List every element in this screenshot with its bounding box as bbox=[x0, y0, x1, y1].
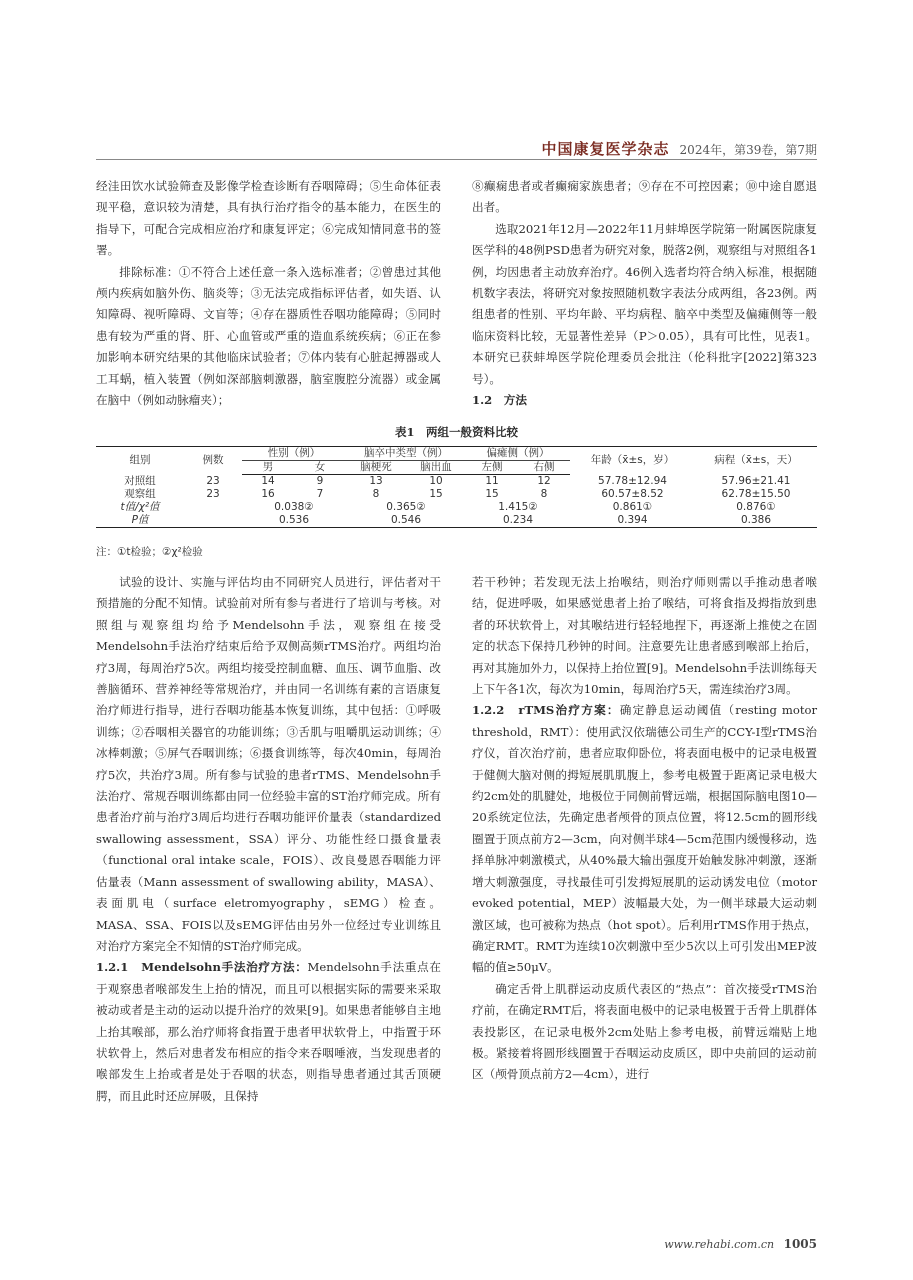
cell: 57.96±21.41 bbox=[721, 474, 791, 487]
cell: 16 bbox=[261, 488, 275, 500]
cell: 0.394 bbox=[570, 514, 695, 528]
cell bbox=[184, 514, 242, 528]
subsection-heading: 1.2.2 rTMS治疗方案： bbox=[472, 703, 620, 718]
paragraph-text: Mendelsohn手法重点在于观察患者喉部发生上抬的情况，而且可以根据实际的需要来采取被动或者是主动的运动以提升治疗的效果[9]。如果患者能够自主地上抬其喉部，那么治疗师将食指置于患者甲状软骨上，中指置于环状软骨上，然后对患者发布相应的指令来吞咽唾液，当发现患者的喉部发生上抬或者是处于吞咽的状态，则指导患者通过其舌顶硬腭，而且此时还应屏吸，且保持 bbox=[96, 960, 442, 1103]
cell: 15 bbox=[429, 488, 443, 500]
table-general-data bbox=[96, 446, 817, 528]
cell: 0.861① bbox=[612, 501, 653, 513]
header-rule bbox=[96, 159, 817, 160]
section-heading: 1.2 方法 bbox=[472, 393, 527, 408]
cell: 8 bbox=[540, 488, 548, 500]
paragraph: 确定舌骨上肌群运动皮质代表区的“热点”：首次接受rTMS治疗前，在确定RMT后，将表面电极中的记录电极置于舌骨上肌群体表投影区，在记录电极外2cm处贴上参考电极，前臂远端贴上地极。紧接着将圆形线圈置于吞咽运动皮质区，即中央前回的运动前区（颅骨顶点前方2—4cm），进行 bbox=[472, 981, 817, 1082]
table-caption: 表1 两组一般资料比较 bbox=[394, 425, 518, 439]
th-left: 左侧 bbox=[466, 461, 518, 475]
paragraph-text: 确定静息运动阈值（resting motor threshold，RMT）：使用武汉依瑞德公司生产的CCY-Ⅰ型rTMS治疗仪，首次治疗前，患者应取仰卧位，将表面电极中的记录电极置于健侧大脑对侧的拇短展肌肌腹上，参考电极置于距离记录电极大约2cm处的肌腱处，地极位于同侧前臂远端，根据国际脑电图10—20系统定位法，先确定患者颅骨的顶点位置，将12.5cm的圆形线圈置于顶点前方2—3cm，向对侧半球4—5cm范围内缓慢移动，选择单脉冲刺激模式，从40%最大输出强度开始触发脉冲刺激，逐渐增大刺激强度，寻找最佳可引发拇短展肌的运动诱发电位（motor evoked potential，MEP）波幅最大处，为一侧半球最大运动刺激区域，也可被称为热点（hot spot）。后利用rTMS作用于热点，确定RMT。RMT为连续10次刺激中至少5次以上可引发出MEP波幅的值≥50μV。 bbox=[472, 703, 817, 975]
paragraph: 试验的设计、实施与评估均由不同研究人员进行，评估者对干预措施的分配不知情。试验前对所有参与者进行了培训与考核。对照组与观察组均给予Mendelsohn手法，观察组在接受Mendelsohn手法治疗结束后给予双侧高频rTMS治疗。两组均治疗3周，每周治疗5次。两组均接受控制血糖、血压、调节血脂、改善脑循环、营养神经等常规治疗，并由同一名训练有素的言语康复治疗师进行指导，进行吞咽功能基本恢复训练，其中包括：①呼吸训练；②吞咽相关器官的功能训练；③舌肌与咀嚼肌运动训练；④冰棒刺激；⑤屏气吞咽训练；⑥摄食训练等，每次40min，每周治疗5次，共治疗3周。所有参与试验的患者rTMS、Mendelsohn手法治疗、常规吞咽训练都由同一位经验丰富的ST治疗师完成。所有患者治疗前与治疗3周后均进行吞咽功能评价量表（standardized swallowing assessment，SSA）评分、功能性经口摄食量表（functional oral intake scale，FOIS）、改良曼恩吞咽能力评估量表（Mann assessment of swallowing ability，MASA）、表面肌电（surface eletromyography，sEMG）检查。MASA、SSA、FOIS以及sEMG评估由另外一位经过专业训练且对治疗方案完全不知情的ST治疗师完成。 bbox=[96, 575, 441, 953]
table-note: 注：①t检验；②χ²检验 bbox=[96, 546, 203, 558]
right-column-bottom bbox=[472, 572, 817, 1086]
cell: 10 bbox=[429, 475, 443, 487]
cell: 0.038② bbox=[274, 501, 314, 513]
running-header bbox=[542, 138, 817, 159]
table-row bbox=[96, 488, 817, 501]
table-row-stat bbox=[96, 501, 817, 514]
cell: 12 bbox=[537, 475, 551, 487]
cell: 11 bbox=[485, 475, 499, 487]
cell: 0.386 bbox=[695, 514, 817, 528]
th-n: 例数 bbox=[184, 447, 242, 475]
cell: 23 bbox=[206, 474, 220, 487]
cell: 60.57±8.52 bbox=[601, 488, 664, 500]
th-sex: 性别（例） bbox=[242, 447, 346, 461]
subsection-heading: 1.2.1 Mendelsohn手法治疗方法： bbox=[96, 960, 308, 975]
page-number: 1005 bbox=[783, 1237, 817, 1251]
th-course: 病程（x̄±s，天） bbox=[695, 447, 817, 475]
paragraph: 选取2021年12月—2022年11月蚌埠医学院第一附属医院康复医学科的48例PSD患者为研究对象，脱落2例，观察组与对照组各1例，均因患者主动放弃治疗。46例入选者均符合纳入标准，根据随机数字表法，将研究对象按照随机数字表法分成两组，各23例。两组患者的性别、平均年龄、平均病程、脑卒中类型及偏瘫侧等一般临床资料比较，无显著性差异（P＞0.05），具有可比性，见表1。本研究已获蚌埠医学院伦理委员会批注（伦科批字[2022]第323号）。 bbox=[472, 221, 817, 386]
paragraph: 若干秒钟；若发现无法上抬喉结，则治疗师则需以手推动患者喉结，促进呼吸，如果感觉患者上抬了喉结，可将食指及拇指放到患者的环状软骨上，对其喉结进行轻轻地捏下，再逐渐上推使之在固定的状态下保持几秒钟的时间。注意要先让患者感到喉部上抬后，再对其施加外力，以保持上抬位置[9]。Mendelsohn手法训练每天上下午各1次，每次为10min，每周治疗5天，需连续治疗3周。 bbox=[472, 575, 817, 697]
th-group: 组别 bbox=[96, 447, 184, 475]
th-female: 女 bbox=[294, 461, 346, 475]
th-infarct: 脑梗死 bbox=[346, 461, 406, 475]
paragraph: 排除标准：①不符合上述任意一条入选标准者；②曾患过其他颅内疾病如脑外伤、脑炎等；③无法完成指标评估者，如失语、认知障碍、视听障碍、文盲等；④存在器质性吞咽功能障碍；⑤同时患有较为严重的肾、肝、心血管或严重的造血系统疾病；⑥正在参加影响本研究结果的其他临床试验者；⑦体内装有心脏起搏器或人工耳蜗，植入装置（例如深部脑刺激器，脑室腹腔分流器）或金属在脑中（例如动脉瘤夹）； bbox=[96, 264, 441, 408]
cell: 7 bbox=[316, 488, 324, 500]
left-column-bottom bbox=[96, 572, 441, 1107]
cell: 对照组 bbox=[124, 474, 156, 487]
issue-info: 2024年，第39卷，第7期 bbox=[679, 143, 817, 157]
cell: 观察组 bbox=[124, 488, 156, 500]
cell: 0.536 bbox=[242, 514, 346, 528]
cell: t值/χ²值 bbox=[120, 501, 160, 513]
cell: 62.78±15.50 bbox=[721, 488, 791, 500]
cell: 15 bbox=[485, 488, 499, 500]
cell: 57.78±12.94 bbox=[598, 474, 667, 487]
cell: 1.415② bbox=[498, 501, 538, 513]
table-row-p bbox=[96, 514, 817, 528]
cell: 0.234 bbox=[466, 514, 570, 528]
website-link[interactable]: www.rehabi.com.cn bbox=[664, 1238, 775, 1251]
cell: 13 bbox=[369, 475, 383, 487]
subsection-paragraph bbox=[472, 700, 817, 978]
cell: 14 bbox=[261, 475, 275, 487]
th-hemorrhage: 脑出血 bbox=[406, 461, 466, 475]
th-side: 偏瘫侧（例） bbox=[466, 447, 570, 461]
cell: 0.546 bbox=[346, 514, 466, 528]
th-right: 右侧 bbox=[518, 461, 570, 475]
cell: 23 bbox=[206, 488, 220, 500]
cell bbox=[184, 501, 242, 514]
paragraph: ⑧癫痫患者或者癫痫家族患者；⑨存在不可控因素；⑩中途自愿退出者。 bbox=[472, 179, 817, 215]
table-row bbox=[96, 475, 817, 489]
th-age: 年龄（x̄±s，岁） bbox=[570, 447, 695, 475]
cell: 0.876① bbox=[736, 501, 776, 513]
page-footer bbox=[664, 1237, 817, 1251]
journal-logo: 中国康复医学杂志 bbox=[541, 140, 670, 158]
cell: 0.365② bbox=[386, 501, 426, 513]
cell: 9 bbox=[316, 475, 324, 487]
cell: P值 bbox=[96, 514, 184, 528]
th-male: 男 bbox=[242, 461, 294, 475]
table-header-row bbox=[96, 447, 817, 461]
right-column-top bbox=[472, 176, 817, 411]
subsection-paragraph bbox=[96, 957, 441, 1107]
paragraph: 经洼田饮水试验筛查及影像学检查诊断有吞咽障碍；⑤生命体征表现平稳，意识较为清楚，具有执行治疗指令的基本能力，在医生的指导下，可配合完成相应治疗和康复评定；⑥完成知情同意书的签署。 bbox=[96, 179, 441, 258]
left-column-top bbox=[96, 176, 441, 411]
th-type: 脑卒中类型（例） bbox=[346, 447, 466, 461]
cell: 8 bbox=[372, 488, 380, 500]
